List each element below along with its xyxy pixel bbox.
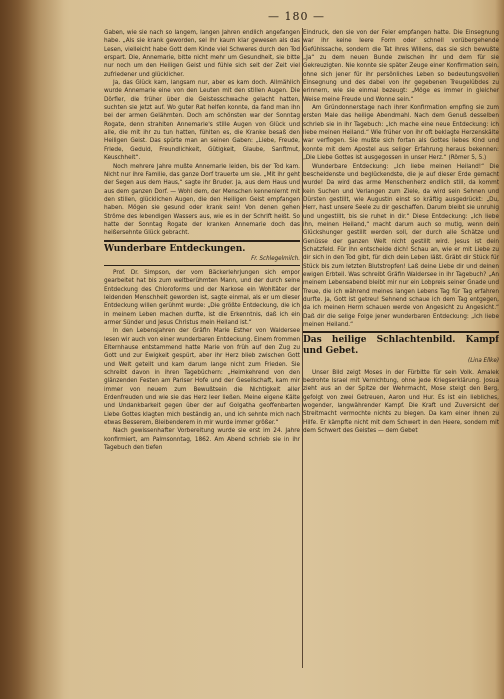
article-paragraph-3: Nach gewissenhafter Vorbereitung wurde sie erst im 24. Jahre konfirmiert, am Palmsonntag, 1862. Am Abend schrieb sie in ihr Tagebuch den tiefen (104, 426, 300, 452)
section-divider (104, 240, 300, 242)
article-paragraph-1: Prof. Dr. Simpson, der vom Bäckerlehrjungen sich empor gearbeitet hat bis zum weltberühmten Mann, und der durch seine Entdeckung des Chloroforms und der Narkose ein Wohltäter der leidenden Menschheit geworden ist, sagte einmal, als er um dieser Entdeckung willen gerühmt wurde: „Die größte Entdeckung, die ich in meinem Leben machen durfte, ist die Erkenntnis, daß ich ein armer Sünder und Jesus Christus mein Heiland ist.“ (104, 267, 300, 326)
right-column (303, 28, 499, 688)
story-paragraph-1: Gaben, wie sie nach so langem, langen Jahren endlich angefangen habe. „Als sie krank geworden, sei ihr kaum klar gewesen als das Lesen, vielleicht habe Gott dem Kinde viel Schweres durch den Tod erspart. Die, Annemarie, bitte nicht mehr um Gesundheit, sie bitte nur noch um den Heiligen Geist und fühle sich seit der Zeit viel zufriedener und glücklicher. (104, 28, 300, 78)
section-divider-right (303, 331, 499, 333)
continued-paragraph-1: Eindruck, den sie von der Feier empfangen hatte. Die Einsegnung war ihr keine leere Form oder schnell vorübergehende Gefühlssache, sondern die Tat ihres Willens, das sie sich bewußte „Ja“ zu dem neuen Bunde zwischen ihr und dem für sie Gekreuzigten. Nie konnte sie später Zeuge einer Konfirmation sein, ohne sich jener für ihr persönliches Leben so bedeutungsvollen Einsegnung und des dabei von ihr gegebenen Treugelübdes zu erinnern, wie sie einmal bezeugt: „Möge es immer in gleicher Weise meine Freude und Wonne sein.“ (303, 28, 499, 103)
article-byline-discoveries: Fr. Schlegelmilch. (251, 254, 300, 262)
story-paragraph-2: Ja, das Glück kam, langsam nur, aber es kam doch. Allmählich wurde Annemarie eine von den Leuten mit den stillen Augen. Die Dörfler, die früher über die Geistesschwache gelacht hatten, suchten sie jetzt auf. Wo guter Rat helfen konnte, da fand man ihn bei der armen Gelähmten. Doch am schönsten war der Sonntag Rogate, denn strahlten Annemarie's stille Augen von Glück und alle, die mit ihr zu tun hatten, fühlten es, die Kranke besaß den Heiligen Geist. Das spürte man an seinen Gaben: „Liebe, Freude, Friede, Geduld, Freundlichkeit, Gütigkeit, Glaube, Sanftmut, Keuschheit“. (104, 78, 300, 162)
article-title-battle: Das heilige Schlachtenbild. Kampf und Gebet. (303, 335, 499, 357)
continued-paragraph-2: Am Gründonnerstage nach ihrer Konfirmation empfing sie zum ersten Male das heilige Abendmahl. Nach dem Genuß desselben schrieb sie in ihr Tagebuch: „Ich mache eine neue Entdeckung: ich liebe meinen Heiland.“ Wie früher von ihr oft beklagte Herzenskälte war verflogen. Sie mußte sich fortan als Gottes liebes Kind und konnte mit dem Apostel aus seliger Erfahrung heraus bekennen: „Die Liebe Gottes ist ausgegossen in unser Herz.“ (Römer 5, 5.) (303, 103, 499, 162)
article-paragraph-2: In den Lebensjahren der Gräfin Marie Esther von Waldersee lesen wir auch von einer wunderbaren Entdeckung. Einem frommen Elternhause entstammend hatte Marie von früh auf den Zug zu Gott und zur Ewigkeit gespürt, aber ihr Herz blieb zwischen Gott und Welt geteilt und kam darum lange nicht zum Frieden. Sie schreibt davon in ihren Tagebüchern: „Heimkehrend von den glänzenden Festen am Pariser Hofe und der Gesellschaft, kam mir immer von neuem zum Bewußtsein die Nichtigkeit aller Erdenfreuden und wie sie das Herz leer ließen. Meine eigene Kälte und Undankbarkeit gegen über der auf Golgatha geoffenbarten Liebe Gottes klagten mich beständig an, und ich sehnte mich nach etwas Besserem, Bleibenderem in mir wurde immer größer.“ (104, 326, 300, 427)
continued-paragraph-3: Wunderbare Entdeckung: „Ich liebe meinen Heiland!“ Die bescheidenste und beglückendste, die je auf dieser Erde gemacht wurde! Da wird das arme Menschenherz endlich still, da kommt kein Suchen und Verlangen zum Ziele, da wird sein Sehnen und Dürsten gestillt, wie Augustin einst so kräftig ausgedrückt: „Du, Herr, hast unsere Seele zu dir geschaffen. Darum bleibt sie unruhig und ungestillt, bis sie ruhet in dir.“ Diese Entdeckung: „Ich liebe ihn, meinen Heiland,“ macht darum auch so mutig, wenn dein Glückshunger gestillt werden soll, der durch alle Schätze und Genüsse der ganzen Welt nicht gestillt wird. Jesus ist dein Schatzfeld. Für ihn entscheide dich! Schau an, wie er mit Liebe zu dir sich in den Tod gibt, für dich dein Leben läßt. Gräbt dir Stück für Stück bis zum letzten Blutstropfen! Laß deine Liebe dir und deinen ewigen Erbteil. Was schreibt Gräfin Waldersee in ihr Tagebuch? „An meinem Lebensabend bleibt mir nur ein Lobpreis seiner Gnade und Treue, die ich während meines langen Lebens Tag für Tag erfahren durfte. Ja, Gott ist getreu! Sehnend schaue ich dem Tag entgegen, da ich meinen Herrn schauen werde von Angesicht zu Angesicht.“ Daß dir die selige Folge jener wunderbaren Entdeckung: „Ich liebe meinen Heiland.“ (303, 161, 499, 329)
byline-divider (104, 265, 300, 266)
book-binding-shadow (0, 0, 64, 699)
article-byline-battle: (Lina Ellke) (468, 357, 499, 365)
left-column (104, 28, 300, 688)
page-number: — 180 — (268, 10, 325, 23)
battle-paragraph-1: Unser Bild zeigt Moses in der Fürbitte für sein Volk. Amalek bedrohte Israel mit Vernichtung, ohne jede Kriegserklärung. Josua zieht aus an der Spitze der Wehrmacht, Mose steigt den Berg, gefolgt von zwei Getreuen, Aaron und Hur. Es ist ein liebliches, wogender, langwährender Kampf. Die Kraft und Zuversicht der Streitmacht vermochte nichts zu biegen. Da kam einer ihnen zu Hilfe. Er kämpfte nicht mit dem Schwert in den Heere, sondern mit dem Schwert des Geistes — dem Gebet (303, 367, 499, 435)
article-title-discoveries: Wunderbare Entdeckungen. (104, 243, 246, 254)
story-paragraph-3: Noch mehrere Jahre mußte Annemarie leiden, bis der Tod kam. Nicht nur ihre Familie, das ganze Dorf trauerte um sie. „Mit ihr geht der Segen aus dem Haus,“ sagte ihr Bruder. Ja, aus dem Haus und aus dem ganzen Dorf. — Wohl dem, der Menschen kennenlernt mit den stillen, glücklichen Augen, die den Heiligen Geist empfangen haben. Mögen sie gesund oder krank sein! Von denen gehen Ströme des lebendigen Wassers aus, wie es in der Schrift heißt. So hatte der Sonntag Rogate der kranken Annemarie doch das heißersehnte Glück gebracht. (104, 161, 300, 237)
